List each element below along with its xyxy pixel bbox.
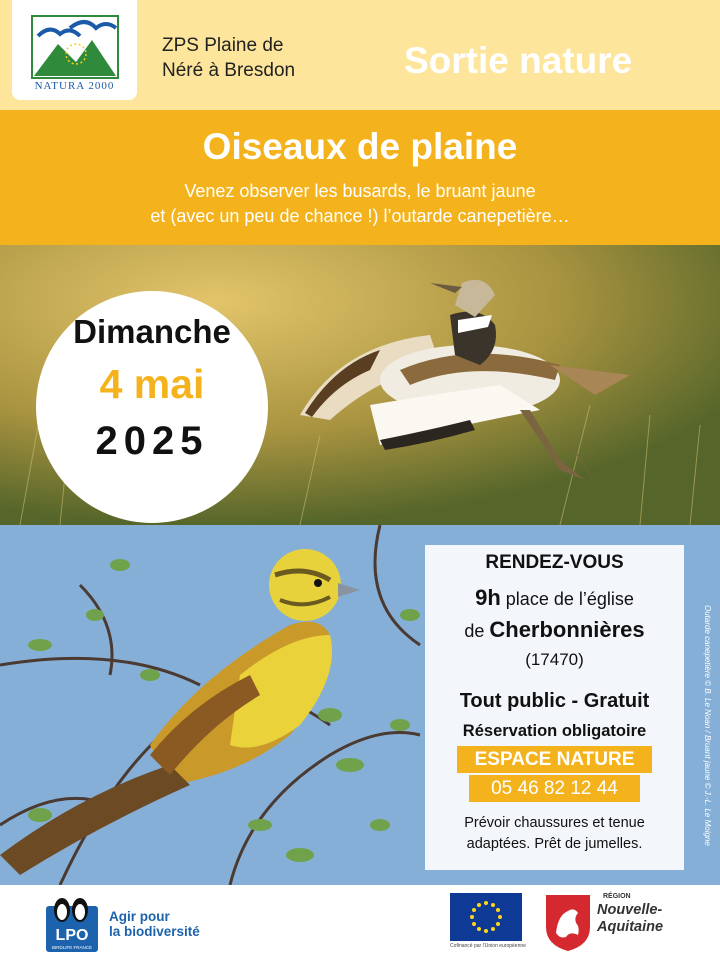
- rdv-zip: (17470): [525, 650, 584, 669]
- site-name-line2: Néré à Bresdon: [162, 60, 296, 81]
- region-name-line2: Aquitaine: [597, 919, 664, 935]
- region-label: RÉGION: [603, 893, 631, 900]
- lpo-logo-text: LPO: [55, 927, 89, 944]
- note-line2: adaptées. Prêt de jumelles.: [466, 836, 643, 852]
- event-year: 2025: [95, 419, 209, 463]
- info-panel: [425, 545, 684, 870]
- event-date: 4 mai: [99, 361, 205, 407]
- rdv-title: RENDEZ-VOUS: [485, 552, 624, 573]
- photo-credit-text: Outarde canepetière © B. Le Noan / Bruant jaune © J.-L. Le Moigne: [703, 605, 712, 846]
- eu-flag-icon: [450, 893, 522, 941]
- lpo-puffin-logo-icon: [46, 896, 98, 952]
- region-name: [597, 902, 663, 936]
- rdv-time-place: [425, 585, 684, 611]
- reservation-note: Réservation obligatoire: [462, 722, 647, 740]
- event-type: Sortie nature: [404, 40, 633, 81]
- region-name-line1: Nouvelle-: [597, 902, 663, 918]
- rdv-town: Cherbonnières: [489, 617, 645, 642]
- rdv-place: place de l’église: [500, 589, 634, 609]
- footer-partners: [0, 885, 720, 960]
- organizer-name: ESPACE NATURE: [457, 746, 652, 773]
- site-name: [162, 33, 295, 83]
- subtitle-line1: Venez observer les busards, le bruant jaune: [184, 181, 536, 201]
- event-title: Oiseaux de plaine: [202, 126, 518, 167]
- event-subtitle: [0, 179, 720, 229]
- header-band: [0, 0, 720, 110]
- lpo-logo-small: BIRDLIFE FRANCE: [51, 945, 93, 950]
- rdv-time: 9h: [475, 585, 501, 610]
- phone-number[interactable]: 05 46 82 12 44: [469, 775, 640, 802]
- event-day: Dimanche: [73, 313, 231, 350]
- lpo-tagline-line1: Agir pour: [109, 909, 170, 924]
- date-badge: [36, 291, 268, 523]
- audience-price: Tout public - Gratuit: [459, 690, 650, 712]
- region-lion-shield-icon: [544, 893, 592, 953]
- eu-caption: Cofinancé par l’Union européenne: [450, 943, 526, 949]
- lpo-tagline-line2: la biodiversité: [109, 924, 200, 939]
- photo-credit: [700, 605, 714, 865]
- site-name-line1: ZPS Plaine de: [162, 35, 284, 56]
- rdv-town-prefix: de: [464, 621, 490, 641]
- equipment-note: [425, 813, 684, 855]
- title-band: [0, 110, 720, 245]
- natura-birds-icon: [30, 14, 120, 80]
- note-line1: Prévoir chaussures et tenue: [464, 815, 645, 831]
- natura-2000-logo: [12, 0, 137, 100]
- subtitle-line2: et (avec un peu de chance !) l’outarde canepetière…: [150, 206, 570, 226]
- logo-caption: NATURA 2000: [34, 80, 115, 92]
- rdv-town-line: [425, 617, 684, 643]
- lpo-tagline: [109, 909, 200, 939]
